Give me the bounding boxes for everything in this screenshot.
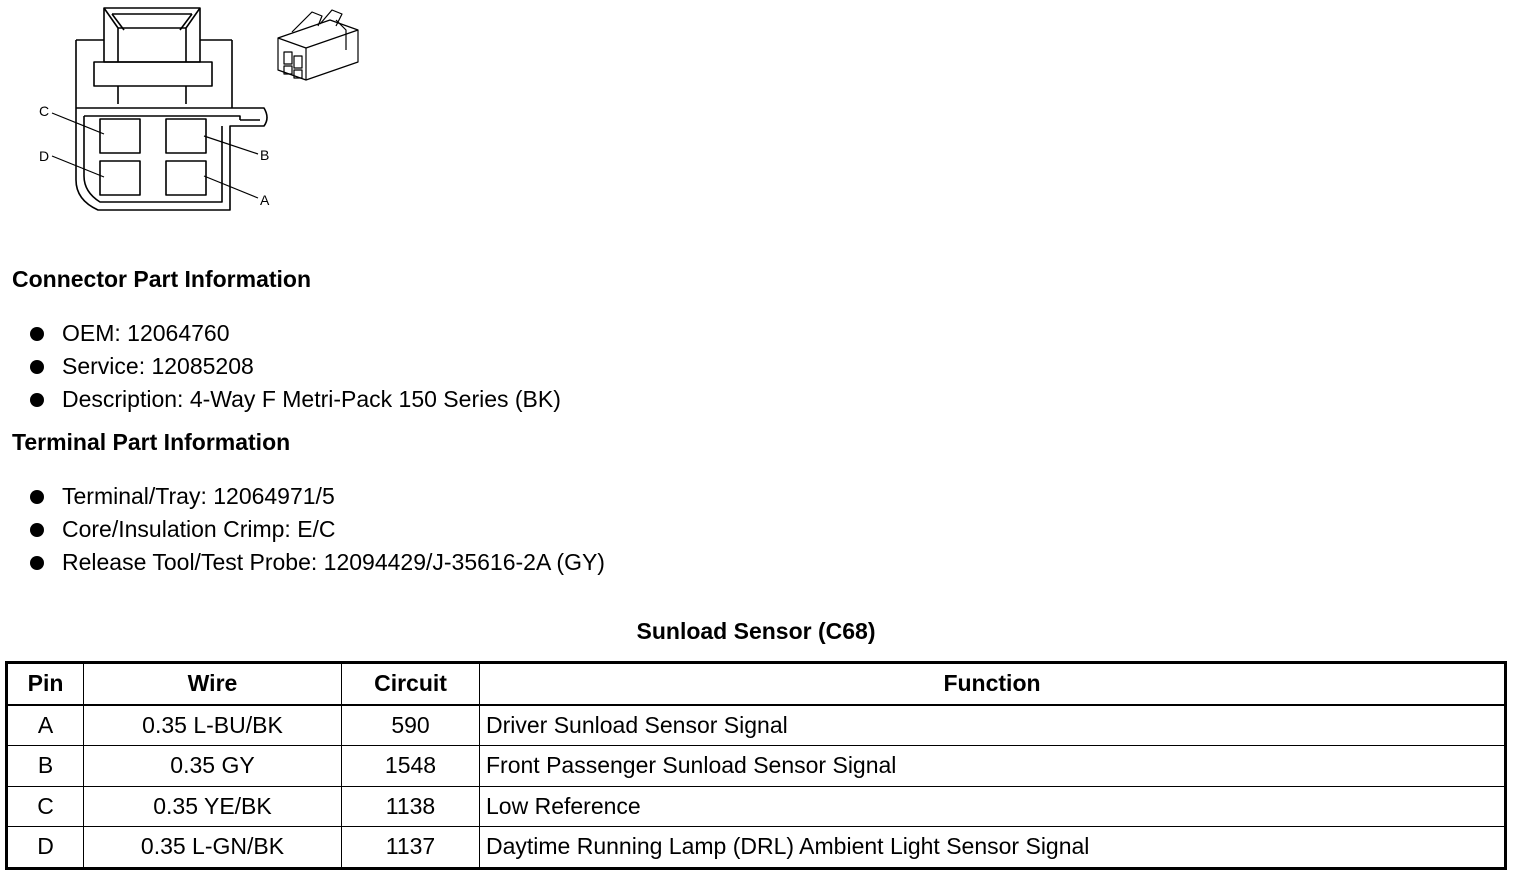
cell-function: Driver Sunload Sensor Signal (480, 705, 1506, 746)
cell-wire: 0.35 L-BU/BK (84, 705, 342, 746)
cell-function: Front Passenger Sunload Sensor Signal (480, 746, 1506, 787)
list-item (28, 513, 605, 546)
connector-body (76, 40, 270, 210)
pin-cavities (100, 119, 206, 195)
pin-label-c: C (39, 103, 50, 119)
list-item (28, 546, 605, 579)
cell-pin: C (7, 786, 84, 827)
header-circuit: Circuit (342, 663, 480, 705)
bullet-icon (30, 393, 44, 407)
bullet-icon (30, 490, 44, 504)
cell-circuit: 1138 (342, 786, 480, 827)
connector-face-diagram (0, 0, 380, 220)
header-pin: Pin (7, 663, 84, 705)
cell-pin: A (7, 705, 84, 746)
cell-circuit: 590 (342, 705, 480, 746)
item-text: Description: 4-Way F Metri-Pack 150 Series (BK) (62, 386, 561, 412)
connector-info-list (28, 317, 561, 416)
cell-wire: 0.35 YE/BK (84, 786, 342, 827)
bullet-icon (30, 556, 44, 570)
cell-wire: 0.35 L-GN/BK (84, 827, 342, 869)
terminal-info-heading: Terminal Part Information (12, 429, 291, 455)
connector-isometric-thumbnail (278, 10, 358, 80)
pin-label-b: B (260, 147, 270, 163)
cavity-b (166, 119, 206, 153)
cavity-a (166, 161, 206, 195)
cell-circuit: 1548 (342, 746, 480, 787)
table-header-row (7, 663, 1506, 705)
cell-function: Low Reference (480, 786, 1506, 827)
terminal-info-list (28, 480, 605, 579)
leader-lines (52, 113, 258, 198)
pin-label-d: D (39, 148, 50, 164)
bullet-icon (30, 360, 44, 374)
pin-letters (39, 103, 270, 208)
table-title: Sunload Sensor (C68) (636, 618, 876, 644)
list-item (28, 350, 561, 383)
item-text: OEM: 12064760 (62, 320, 230, 346)
connector-latch (94, 8, 212, 104)
connector-info-heading: Connector Part Information (12, 266, 312, 292)
table-row (7, 705, 1506, 746)
table-row (7, 786, 1506, 827)
item-text: Core/Insulation Crimp: E/C (62, 516, 336, 542)
bullet-icon (30, 327, 44, 341)
cavity-d (100, 161, 140, 195)
cell-wire: 0.35 GY (84, 746, 342, 787)
bullet-icon (30, 523, 44, 537)
list-item (28, 317, 561, 350)
header-function: Function (480, 663, 1506, 705)
cell-pin: B (7, 746, 84, 787)
item-text: Service: 12085208 (62, 353, 254, 379)
cell-pin: D (7, 827, 84, 869)
pinout-table (5, 661, 1507, 870)
cell-function: Daytime Running Lamp (DRL) Ambient Light Sensor Signal (480, 827, 1506, 869)
header-wire: Wire (84, 663, 342, 705)
item-text: Terminal/Tray: 12064971/5 (62, 483, 335, 509)
cavity-c (100, 119, 140, 153)
item-text: Release Tool/Test Probe: 12094429/J-35616-2A (GY) (62, 549, 605, 575)
list-item (28, 383, 561, 416)
cell-circuit: 1137 (342, 827, 480, 869)
list-item (28, 480, 605, 513)
pin-label-a: A (260, 192, 270, 208)
table-row (7, 827, 1506, 869)
table-row (7, 746, 1506, 787)
